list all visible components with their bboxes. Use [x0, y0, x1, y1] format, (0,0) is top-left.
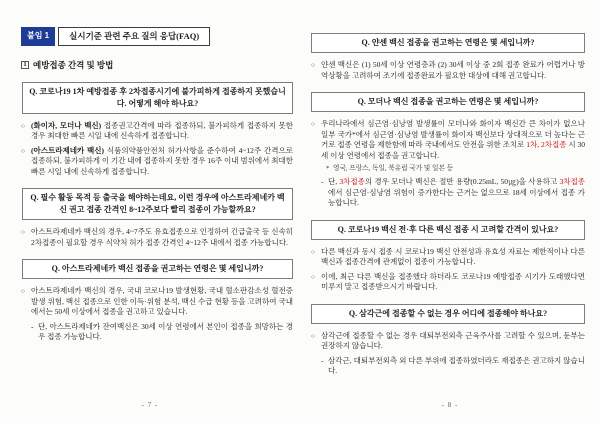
answer-item	[311, 247, 585, 268]
text-segment: 삼각근, 대퇴부전외측 외 다른 부위에 접종하였더라도 재접종은 권고하지 않습니다.	[328, 355, 585, 376]
section-number-box: 1	[21, 61, 29, 69]
question-box: Q. 필수 활동 목적 등 출국을 해야하는데요, 이런 경우에 아스트라제네카 백신 권고 접종 간격인 8~12주보다 빨리 접종이 가능할까요?	[22, 188, 293, 220]
list-marker: *	[326, 165, 330, 172]
answer-item	[311, 119, 585, 161]
text-segment: 이에, 최근 다른 백신을 접종했다 하더라도 코로나19 예방접종 시기가 도래했다면 미루지 말고 접종받으시기 바랍니다.	[321, 271, 585, 292]
list-marker: -	[321, 355, 324, 365]
list-marker: -	[31, 321, 34, 331]
question-box: Q. 삼각근에 접종할 수 없는 경우 어디에 접종해야 하나요?	[311, 304, 585, 324]
text-segment: 우리나라에서 심근염·심낭염 발생률이 모더나와 화이자 백신간 큰 차이가 없으나 일부 국가*에서 심근염·심낭염 발생률이 화이자 백신보다 상대적으로 더 높다는 근거로 접종 연령을 제한함에 따라 국내에서도 안전을 위한 조치로	[321, 119, 585, 149]
page-number: - 8 -	[441, 401, 459, 409]
list-marker: ○	[311, 332, 315, 340]
attachment-badge: 붙임 1	[21, 27, 55, 46]
text-segment: 아스트라제네카 백신의 경우, 국내 코로나19 발생현황, 국내 혈소판감소성 혈전증 발생 위험, 백신 접종으로 인한 이득·위험 분석, 백신 수급 현황 등을 고려하여 국내에서는 50세 이상에서 접종을 권고하고 있습니다.	[31, 286, 293, 316]
answer-item	[311, 331, 585, 352]
question-box: Q. 아스트라제네카 백신 접종을 권고하는 연령은 몇 세입니까?	[22, 259, 293, 279]
text-segment: 다른 백신과 동시 접종 시 코로나19 백신 안전성과 유효성 자료는 제한적이나 다른 백신과 접종간격에 관계없이 접종이 가능합니다.	[321, 246, 585, 267]
list-marker: ○	[21, 122, 25, 130]
list-marker: ○	[311, 62, 315, 69]
question-box: Q. 코로나19 1차 예방접종 후 2차접종시기에 불가피하게 접종하지 못했습니다. 어떻게 해야 하나요?	[22, 82, 293, 114]
list-marker: ○	[21, 229, 25, 236]
text-segment: 1차, 2차접종	[526, 140, 567, 149]
text-segment: 3차접종	[559, 177, 585, 187]
list-marker: ○	[311, 121, 315, 128]
text-segment: 식품의약품안전처 허가사항을 준수하여 4~12주 간격으로 접종하되, 불가피하게 이 기간 내에 접종하지 못한 경우 16주 이내 범위에서 최대한 빠른 시일 내에 신속하게 접종합니다.	[31, 145, 293, 176]
answer-item	[321, 356, 585, 377]
question-box: Q. 모더나 백신 접종을 권고하는 연령은 몇 세입니까?	[311, 92, 585, 112]
document-header	[21, 27, 293, 46]
text-segment: 얀센 백신은 (1) 50세 이상 연령층과 (2) 30세 이상 중 2회 접종 완료가 어렵거나 방역상황을 고려하여 조기에 접종완료가 필요한 대상에 대해 권고합니다.	[321, 60, 585, 80]
list-marker: ○	[311, 273, 315, 281]
qa-list	[311, 33, 585, 377]
page-number: - 7 -	[141, 401, 159, 409]
text-segment: 단, 아스트라제네카 잔여백신은 30세 이상 연령에서 본인이 접종을 희망하는 경우 접종 가능합니다.	[38, 321, 293, 341]
text-segment: 에서 심근염·심낭염 위험이 증가한다는 근거는 없으므로 18세 이상에서 접종 가능합니다.	[328, 187, 585, 208]
answer-item	[311, 272, 585, 293]
answer-item	[321, 177, 585, 209]
list-marker: ○	[21, 147, 25, 155]
text-segment: 아스트라제네카 백신의 경우, 4~7주도 유효접종으로 인정하여 긴급출국 등 신속히 2차접종이 필요할 경우 식약처 허가 접종 간격인 4~12주 내에서 접종 가능합니다.	[31, 227, 293, 247]
list-marker: -	[321, 177, 324, 187]
page-title: 실시기준 관련 주요 질의 응답(FAQ)	[58, 27, 210, 46]
text-segment: (화이자, 모더나 백신)	[31, 120, 104, 130]
answer-item	[21, 286, 293, 318]
text-segment: 시 30세 이상 연령에서 접종을 권고합니다.	[321, 140, 585, 160]
qa-list	[21, 82, 293, 343]
text-segment: 삼각근에 접종할 수 없는 경우 대퇴부전외측 근육주사를 고려할 수 있으며, 둔부는 권장하지 않습니다.	[321, 330, 585, 351]
question-box: Q. 코로나19 백신 전·후 다른 백신 접종 시 고려할 간격이 있나요?	[311, 220, 585, 240]
answer-item	[311, 60, 585, 81]
list-marker: ○	[21, 288, 25, 295]
answer-item	[31, 322, 293, 343]
answer-item	[326, 164, 585, 173]
answer-item	[21, 146, 293, 178]
list-marker: ○	[311, 248, 315, 256]
text-segment: 영국, 프랑스, 독일, 북유럽 국가 및 일본 등	[333, 165, 454, 172]
question-box: Q. 얀센 백신 접종을 권고하는 연령은 몇 세입니까?	[311, 33, 585, 53]
section-title: 예방접종 간격 및 방법	[33, 59, 114, 70]
text-segment: 접종권고간격에 따라 접종하되, 불가피하게 접종하지 못한 경우 최대한 빠른 시일 내에 신속하게 접종합니다.	[31, 120, 293, 140]
answer-item	[21, 121, 293, 142]
answer-item	[21, 227, 293, 248]
section-heading	[21, 59, 293, 71]
page-8	[300, 0, 600, 424]
text-segment: (아스트라제네카 백신)	[31, 145, 107, 155]
text-segment: 의 경우 모더나 백신은 절반 용량(0.25mL, 50㎍)을 사용하고	[364, 177, 560, 187]
text-segment: 3차접종	[339, 177, 365, 187]
text-segment: 단,	[328, 177, 340, 187]
